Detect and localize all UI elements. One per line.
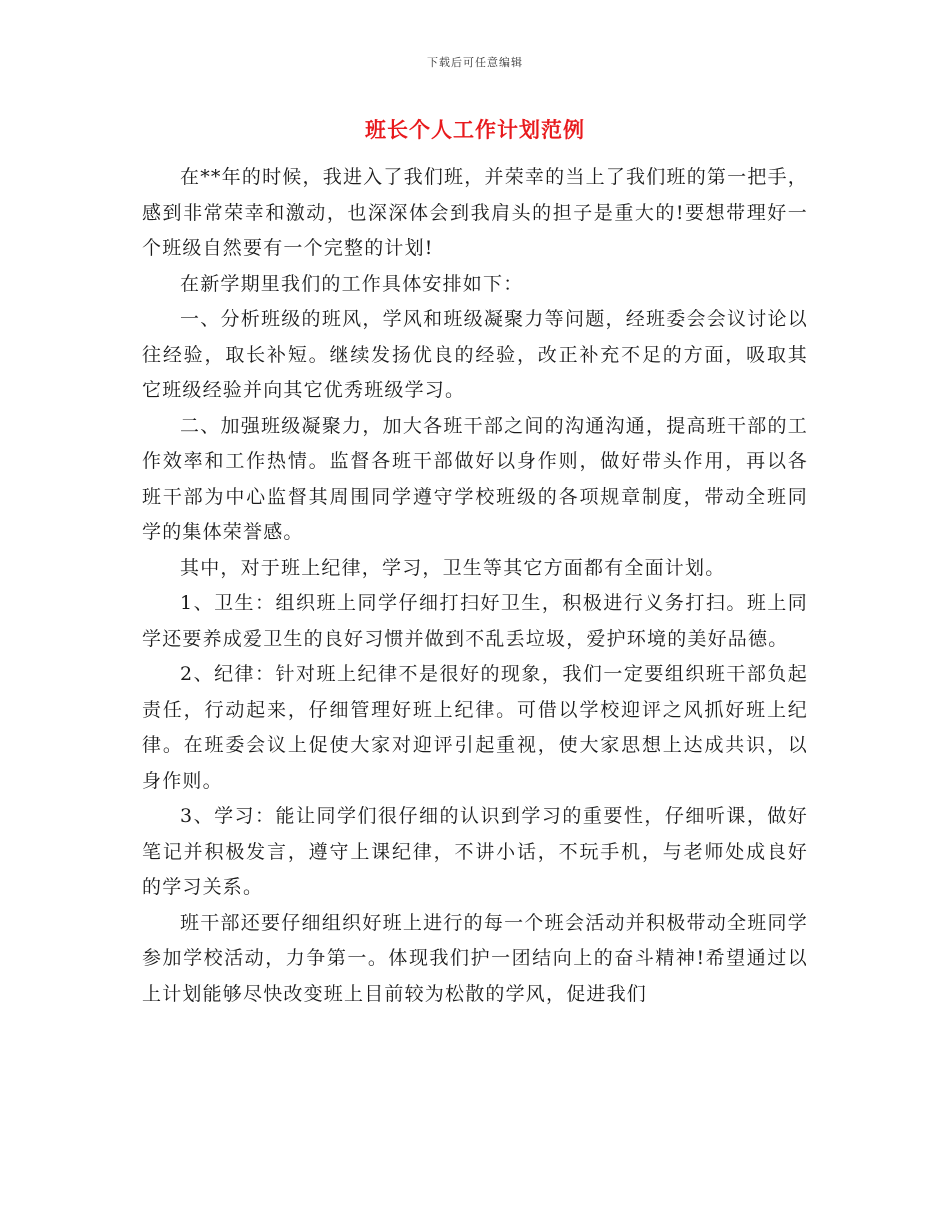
paragraph-hygiene: 1、卫生：组织班上同学仔细打扫好卫生，积极进行义务打扫。班上同学还要养成爱卫生的良好习惯并做到不乱丢垃圾，爱护环境的美好品德。	[142, 592, 808, 650]
paragraph-point-two: 二、加强班级凝聚力，加大各班干部之间的沟通沟通，提高班干部的工作效率和工作热情。监督各班干部做好以身作则，做好带头作用，再以各班干部为中心监督其周围同学遵守学校班级的各项规章制度，带动全班同学的集体荣誉感。	[142, 414, 808, 543]
document-title: 班长个人工作计划范例	[365, 117, 585, 142]
paragraph-discipline: 2、纪律：针对班上纪律不是很好的现象，我们一定要组织班干部负起责任，行动起来，仔细管理好班上纪律。可借以学校迎评之风抓好班上纪律。在班委会议上促使大家对迎评引起重视，使大家思想上达成共识，以身作则。	[142, 663, 808, 792]
paragraph-arrangement: 在新学期里我们的工作具体安排如下：	[180, 272, 524, 295]
paragraph-closing: 班干部还要仔细组织好班上进行的每一个班会活动并积极带动全班同学参加学校活动，力争第一。体现我们护一团结向上的奋斗精神!希望通过以上计划能够尽快改变班上目前较为松散的学风，促进我们	[142, 911, 808, 1005]
paragraph-overview: 其中，对于班上纪律，学习，卫生等其它方面都有全面计划。	[180, 556, 726, 579]
paragraph-intro: 在**年的时候，我进入了我们班，并荣幸的当上了我们班的第一把手，感到非常荣幸和激动，也深深体会到我肩头的担子是重大的!要想带理好一个班级自然要有一个完整的计划!	[142, 166, 808, 259]
paragraph-point-one: 一、分析班级的班风，学风和班级凝聚力等问题，经班委会会议讨论以往经验，取长补短。继续发扬优良的经验，改正补充不足的方面，吸取其它班级经验并向其它优秀班级学习。	[142, 308, 808, 401]
page-header-note: 下载后可任意编辑	[427, 56, 523, 69]
document-body	[142, 160, 808, 1012]
paragraph-study: 3、学习：能让同学们很仔细的认识到学习的重要性，仔细听课，做好笔记并积极发言，遵守上课纪律，不讲小话，不玩手机，与老师处成良好的学习关系。	[142, 805, 808, 898]
